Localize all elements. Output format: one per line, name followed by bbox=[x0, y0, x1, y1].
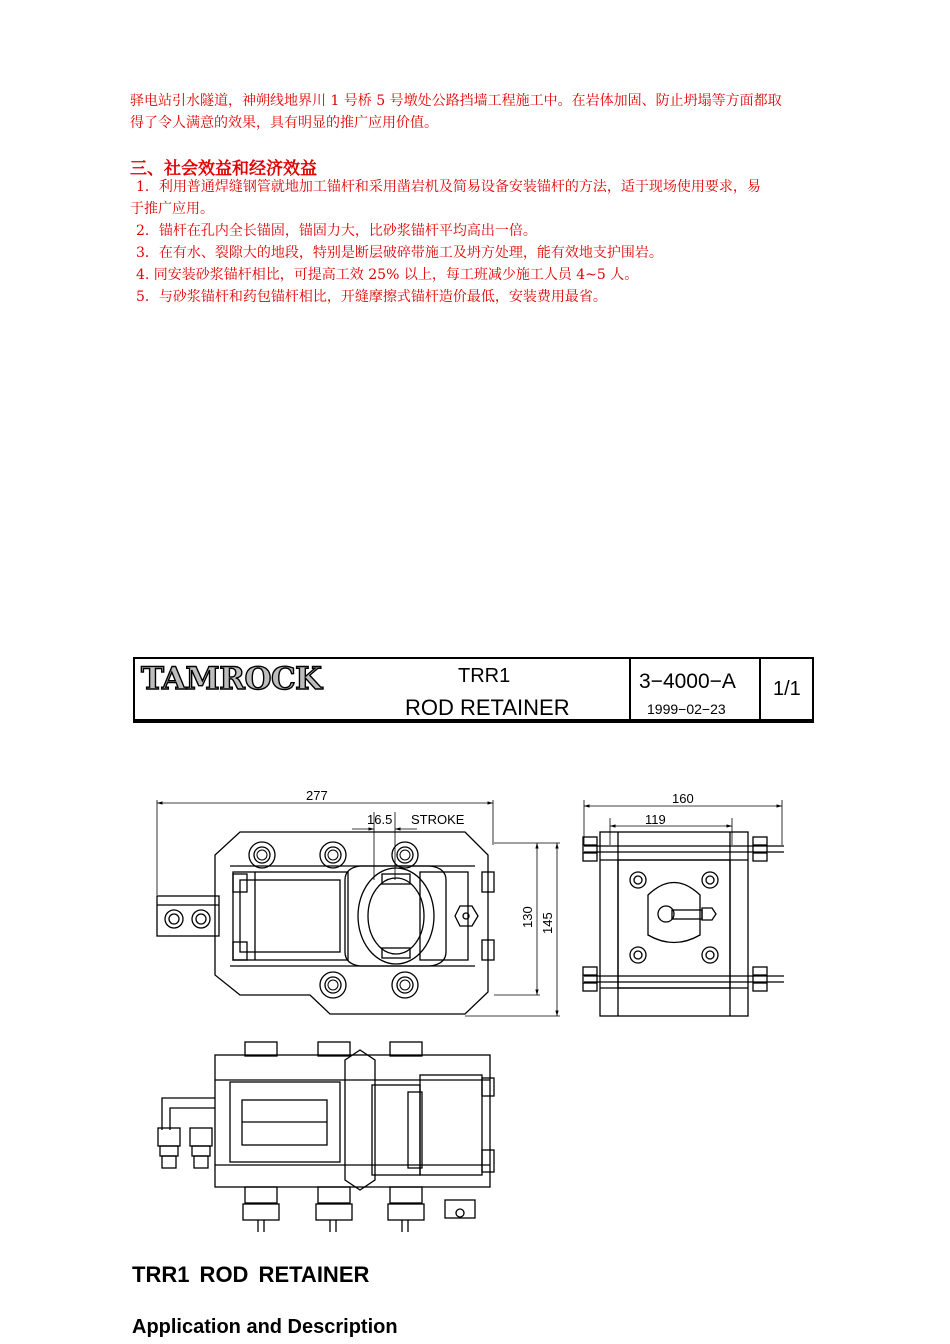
tamrock-logo: TAMROCK bbox=[141, 661, 322, 697]
top-view bbox=[157, 788, 560, 1016]
dim-stroke-label: STROKE bbox=[411, 812, 465, 827]
bottom-bolts bbox=[243, 1187, 475, 1232]
dim-stroke-value: 16.5 bbox=[367, 812, 393, 827]
dim-overall-length: 277 bbox=[306, 788, 328, 803]
rod-retainer-technical-drawing bbox=[130, 780, 820, 1250]
sheet-number: 1/1 bbox=[773, 678, 801, 700]
dim-width-outer: 160 bbox=[672, 791, 694, 806]
drawing-date: 1999−02−23 bbox=[647, 701, 726, 717]
benefit-item-5: 5．与砂浆锚杆和药包锚杆相比，开缝摩擦式锚杆造价最低，安装费用最省。 bbox=[136, 289, 607, 305]
intro-paragraph bbox=[130, 90, 865, 134]
title-block-divider bbox=[759, 659, 761, 721]
benefit-item-1: 1．利用普通焊缝钢管就地加工锚杆和采用凿岩机及简易设备安装锚杆的方法，适于现场使用要求，易 bbox=[136, 179, 761, 195]
dim-height-outer: 145 bbox=[540, 912, 555, 934]
front-view bbox=[158, 1042, 494, 1232]
benefit-item-4: 4. 同安装砂浆锚杆相比，可提高工效 25% 以上，每工班减少施工人员 4~5 人。 bbox=[136, 267, 639, 283]
intro-line-2: 得了令人满意的效果，具有明显的推广应用价值。 bbox=[130, 115, 438, 131]
dim-width-inner: 119 bbox=[645, 812, 666, 827]
side-view bbox=[583, 791, 784, 1016]
benefits-list bbox=[130, 176, 865, 308]
benefit-item-3: 3．在有水、裂隙大的地段，特别是断层破碎带施工及坍方处理，能有效地支护围岩。 bbox=[136, 245, 663, 261]
title-block-divider bbox=[629, 659, 631, 721]
benefit-item-1-cont: 于推广应用。 bbox=[130, 201, 214, 217]
dim-height-inner: 130 bbox=[520, 906, 535, 928]
benefit-item-2: 2．锚杆在孔内全长锚固，锚固力大，比砂浆锚杆平均高出一倍。 bbox=[136, 223, 537, 239]
section-subtitle: Application and Description bbox=[132, 1316, 398, 1338]
drawing-title-block bbox=[133, 657, 814, 723]
section-heading: 三、社会效益和经济效益 bbox=[130, 159, 317, 179]
intro-line-1: 驿电站引水隧道，神朔线地界川 1 号桥 5 号墩处公路挡墙工程施工中。在岩体加固、防止坍塌等方面都取 bbox=[130, 93, 782, 109]
part-name: ROD RETAINER bbox=[405, 695, 570, 720]
drawing-code: 3−4000−A bbox=[639, 670, 736, 693]
section-title: TRR1 ROD RETAINER bbox=[132, 1262, 370, 1287]
model-number: TRR1 bbox=[458, 665, 511, 687]
